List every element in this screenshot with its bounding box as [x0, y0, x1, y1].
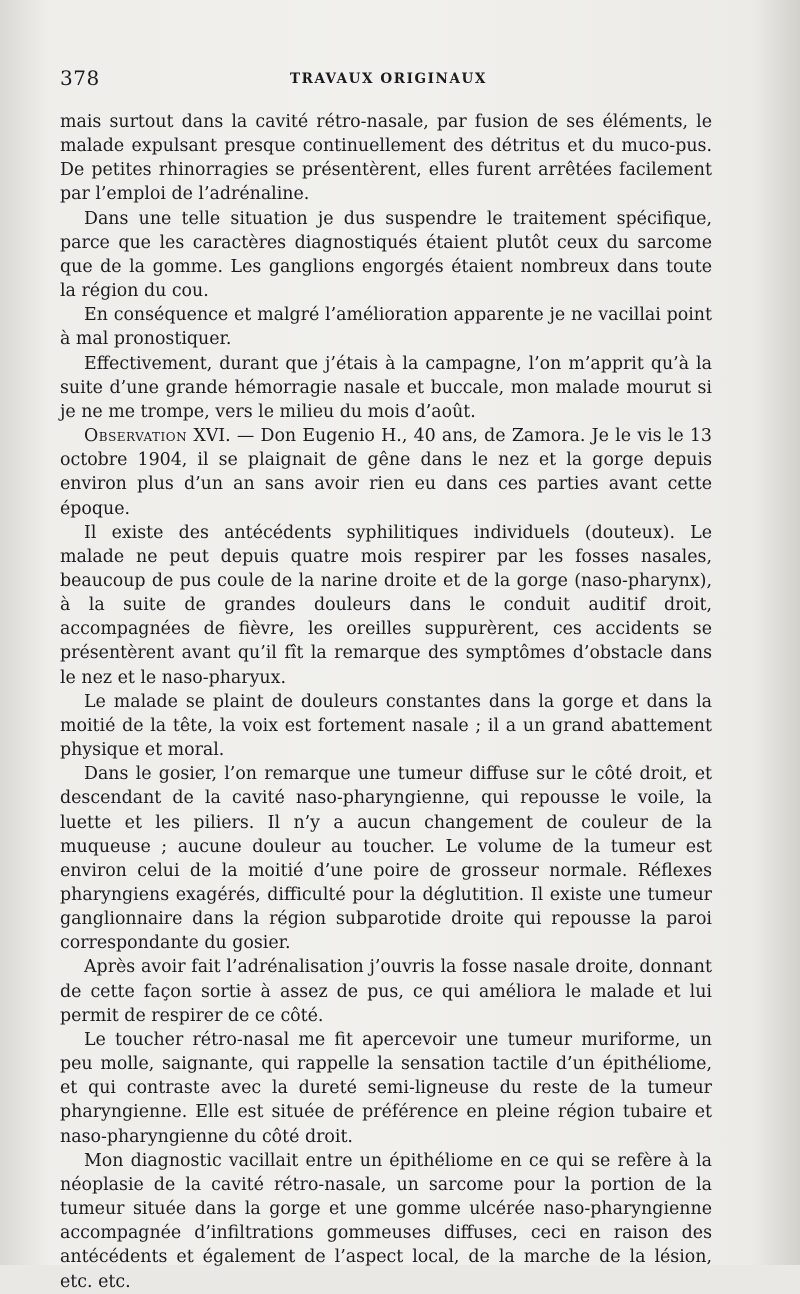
observation-number: XVI. —	[187, 426, 261, 447]
paragraph: Après avoir fait l’adrénalisation j’ouvris la fosse nasale droite, donnant de cette façon sortie à assez de pus, ce qui améliora le malade et lui permit de respirer de ce côté.	[60, 957, 712, 1026]
paragraph: Le malade se plaint de douleurs constantes dans la gorge et dans la moitié de la tête, la voix est fortement nasale ; il a un grand abattement physique et moral.	[60, 691, 712, 761]
paragraph: Il existe des antécédents syphilitiques individuels (douteux). Le malade ne peut depuis quatre mois respirer par les fosses nasales, beaucoup de pus coule de la narine droite et de la gorge (naso-pharynx), à la suite de grandes douleurs dans le conduit auditif droit, accompagnées de fièvre, les oreilles suppurèrent, ces accidents se présentèrent avant qu’il fît la remarque des symptômes d’obstacle dans le nez et le naso-pharyux.	[60, 522, 712, 688]
observation-text: Don Eugenio H., 40 ans, de Zamora. Je le vis le 13 octobre 1904, il se plaignait de gêne dans le nez et la gorge depuis environ plus d’un an sans avoir rien eu dans ces parties avant cette époque.	[60, 426, 712, 519]
page-header	[60, 66, 710, 96]
paragraph: Effectivement, durant que j’étais à la campagne, l’on m’apprit qu’à la suite d’une grande hémorragie nasale et buccale, mon malade mourut si je ne me trompe, vers le milieu du mois d’août.	[60, 353, 712, 422]
body-text	[60, 110, 712, 1294]
paragraph: Mon diagnostic vacillait entre un épithéliome en ce qui se refère à la néoplasie de la cavité rétro-nasale, un sarcome pour la portion de la tumeur située dans la gorge et une gomme ulcérée naso-pharyngienne accompagnée d’infiltrations gommeuses diffuses, ceci en raison des antécédents et également de l’aspect local, de la marche de la lésion, etc. etc.	[60, 1150, 712, 1292]
paragraph-continuation: mais surtout dans la cavité rétro-nasale, par fusion de ses éléments, le malade expulsant presque continuellement des détritus et du muco-pus. De petites rhinorragies se présentèrent, elles furent arrêtées facilement par l’emploi de l’adrénaline.	[60, 112, 712, 205]
paragraph: Dans une telle situation je dus suspendre le traitement spécifique, parce que les caractères diagnostiqués étaient plutôt ceux du sarcome que de la gomme. Les ganglions engorgés étaient nombreux dans toute la région du cou.	[60, 208, 712, 302]
paragraph: Le toucher rétro-nasal me fit apercevoir une tumeur muriforme, un peu molle, saignante, qui rappelle la sensation tactile d’un épithéliome, et qui contraste avec la dureté semi-ligneuse du reste de la tumeur pharyngienne. Elle est située de préférence en pleine région tubaire et naso-pharyngienne du côté droit.	[60, 1029, 712, 1147]
running-head: TRAVAUX ORIGINAUX	[290, 71, 488, 87]
paragraph: En conséquence et malgré l’amélioration apparente je ne vacillai point à mal pronostiquer.	[60, 305, 712, 350]
observation-label: Observation	[84, 426, 188, 447]
paragraph: Dans le gosier, l’on remarque une tumeur diffuse sur le côté droit, et descendant de la cavité naso-pharyngienne, qui repousse le voile, la luette et les piliers. Il n’y a aucun changement de couleur de la muqueuse ; aucune douleur au toucher. Le volume de la tumeur est environ celui de la moitié d’une poire de grosseur normale. Réflexes pharyngiens exagérés, difficulté pour la déglutition. Il existe une tumeur ganglionnaire dans la région subparotide droite qui repousse la paroi correspondante du gosier.	[60, 764, 712, 954]
observation-paragraph	[60, 424, 712, 521]
page-number: 378	[60, 66, 100, 90]
